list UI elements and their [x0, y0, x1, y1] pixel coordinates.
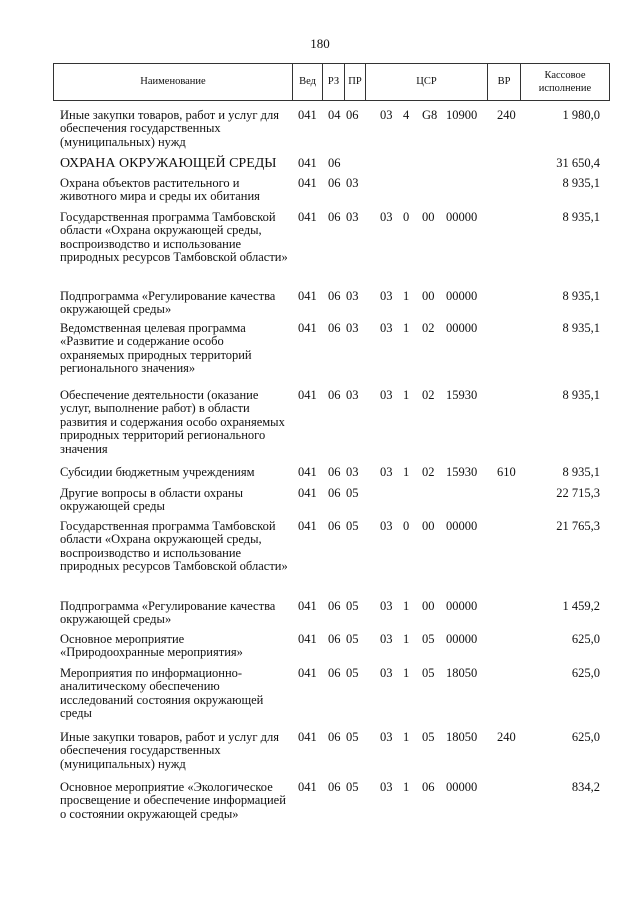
row-csr-subprogram: 1 — [403, 632, 410, 646]
row-pr: 05 — [346, 599, 359, 613]
row-csr-event: 05 — [422, 632, 435, 646]
row-rz: 06 — [328, 632, 341, 646]
row-csr-subprogram: 0 — [403, 519, 410, 533]
row-csr-event: 02 — [422, 321, 435, 335]
row-csr-program: 03 — [380, 599, 393, 613]
row-sum: 8 935,1 — [562, 465, 600, 479]
row-rz: 06 — [328, 156, 341, 170]
header-name: Наименование — [54, 64, 293, 100]
row-sum: 8 935,1 — [562, 289, 600, 303]
row-ved: 041 — [298, 321, 317, 335]
row-csr-direction: 00000 — [446, 780, 478, 794]
row-ved: 041 — [298, 465, 317, 479]
row-ved: 041 — [298, 486, 317, 500]
row-csr-subprogram: 1 — [403, 730, 410, 744]
row-csr-program: 03 — [380, 289, 393, 303]
row-ved: 041 — [298, 730, 317, 744]
row-name: Основное мероприятие «Природоохранные мероприятия» — [60, 632, 243, 660]
row-name: Государственная программа Тамбовской области «Охрана окружающей среды, воспроизводство и использование природных ресурсов Тамбовской области» — [60, 519, 288, 574]
row-csr-direction: 00000 — [446, 321, 478, 335]
row-name: Другие вопросы в области охраны окружающей среды — [60, 486, 244, 514]
row-ved: 041 — [298, 108, 317, 122]
row-rz: 06 — [328, 289, 341, 303]
row-vr: 610 — [497, 465, 516, 479]
row-pr: 06 — [346, 108, 359, 122]
header-pr: ПР — [345, 64, 366, 100]
row-csr-program: 03 — [380, 210, 393, 224]
row-rz: 06 — [328, 666, 341, 680]
row-csr-event: 02 — [422, 465, 435, 479]
row-csr-event: 00 — [422, 210, 435, 224]
row-rz: 04 — [328, 108, 341, 122]
row-csr-subprogram: 1 — [403, 289, 410, 303]
row-ved: 041 — [298, 388, 317, 402]
row-csr-subprogram: 1 — [403, 599, 410, 613]
row-sum: 31 650,4 — [556, 156, 600, 170]
row-vr: 240 — [497, 108, 516, 122]
row-csr-direction: 00000 — [446, 210, 478, 224]
row-pr: 05 — [346, 486, 359, 500]
row-ved: 041 — [298, 780, 317, 794]
row-csr-direction: 00000 — [446, 519, 478, 533]
row-csr-direction: 00000 — [446, 289, 478, 303]
row-sum: 1 980,0 — [562, 108, 600, 122]
row-csr-event: 06 — [422, 780, 435, 794]
row-pr: 03 — [346, 321, 359, 335]
table-header — [53, 63, 610, 101]
row-csr-program: 03 — [380, 108, 393, 122]
row-csr-event: G8 — [422, 108, 438, 122]
header-ved: Вед — [293, 64, 323, 100]
row-ved: 041 — [298, 210, 317, 224]
row-csr-subprogram: 4 — [403, 108, 410, 122]
header-rz: РЗ — [323, 64, 345, 100]
row-name: ОХРАНА ОКРУЖАЮЩЕЙ СРЕДЫ — [60, 156, 277, 171]
row-csr-subprogram: 1 — [403, 666, 410, 680]
row-name: Субсидии бюджетным учреждениям — [60, 465, 255, 479]
row-sum: 21 765,3 — [556, 519, 600, 533]
header-csr: ЦСР — [366, 64, 488, 100]
row-csr-event: 00 — [422, 599, 435, 613]
row-sum: 8 935,1 — [562, 210, 600, 224]
row-pr: 05 — [346, 780, 359, 794]
row-ved: 041 — [298, 289, 317, 303]
row-rz: 06 — [328, 465, 341, 479]
row-rz: 06 — [328, 388, 341, 402]
row-sum: 625,0 — [571, 666, 600, 680]
row-csr-event: 02 — [422, 388, 435, 402]
row-name: Обеспечение деятельности (оказание услуг, выполнение работ) в области развития и содержания особо охраняемых природных территорий регионального значения — [60, 388, 285, 456]
row-name: Государственная программа Тамбовской области «Охрана окружающей среды, воспроизводство и использование природных ресурсов Тамбовской области» — [60, 210, 288, 265]
header-vr: ВР — [488, 64, 521, 100]
row-pr: 05 — [346, 730, 359, 744]
row-csr-subprogram: 1 — [403, 465, 410, 479]
row-sum: 8 935,1 — [562, 388, 600, 402]
row-name: Ведомственная целевая программа «Развитие и содержание особо охраняемых природных территорий регионального значения» — [60, 321, 252, 376]
row-ved: 041 — [298, 519, 317, 533]
row-sum: 22 715,3 — [556, 486, 600, 500]
row-csr-program: 03 — [380, 666, 393, 680]
row-csr-program: 03 — [380, 780, 393, 794]
row-ved: 041 — [298, 666, 317, 680]
row-csr-direction: 00000 — [446, 632, 478, 646]
header-sum: Кассовое исполнение — [538, 69, 592, 94]
row-ved: 041 — [298, 599, 317, 613]
row-rz: 06 — [328, 210, 341, 224]
row-rz: 06 — [328, 321, 341, 335]
row-csr-program: 03 — [380, 465, 393, 479]
row-pr: 05 — [346, 632, 359, 646]
row-csr-subprogram: 1 — [403, 388, 410, 402]
row-csr-direction: 00000 — [446, 599, 478, 613]
row-sum: 8 935,1 — [562, 176, 600, 190]
row-name: Иные закупки товаров, работ и услуг для обеспечения государственных (муниципальных) нужд — [60, 730, 280, 771]
row-sum: 834,2 — [571, 780, 600, 794]
row-csr-program: 03 — [380, 388, 393, 402]
row-pr: 03 — [346, 210, 359, 224]
row-csr-event: 00 — [422, 519, 435, 533]
row-csr-subprogram: 1 — [403, 321, 410, 335]
row-csr-program: 03 — [380, 730, 393, 744]
row-name: Иные закупки товаров, работ и услуг для обеспечения государственных (муниципальных) нужд — [60, 108, 280, 149]
row-pr: 05 — [346, 666, 359, 680]
row-csr-subprogram: 0 — [403, 210, 410, 224]
row-sum: 1 459,2 — [562, 599, 600, 613]
row-name: Охрана объектов растительного и животного мира и среды их обитания — [60, 176, 260, 204]
row-csr-subprogram: 1 — [403, 780, 410, 794]
page-number: 180 — [310, 36, 330, 51]
row-pr: 03 — [346, 465, 359, 479]
row-csr-program: 03 — [380, 519, 393, 533]
row-name: Основное мероприятие «Экологическое просвещение и обеспечение информацией о состоянии окружающей среды» — [60, 780, 286, 821]
row-csr-direction: 18050 — [446, 666, 478, 680]
row-pr: 03 — [346, 176, 359, 190]
row-ved: 041 — [298, 156, 317, 170]
row-rz: 06 — [328, 176, 341, 190]
row-csr-direction: 15930 — [446, 388, 478, 402]
row-csr-direction: 18050 — [446, 730, 478, 744]
row-sum: 8 935,1 — [562, 321, 600, 335]
row-name: Подпрограмма «Регулирование качества окружающей среды» — [60, 289, 276, 317]
row-csr-event: 00 — [422, 289, 435, 303]
row-csr-program: 03 — [380, 632, 393, 646]
row-rz: 06 — [328, 486, 341, 500]
row-vr: 240 — [497, 730, 516, 744]
row-pr: 03 — [346, 388, 359, 402]
row-csr-direction: 15930 — [446, 465, 478, 479]
row-name: Мероприятия по информационно-аналитическому обеспечению исследований состояния окружающей среды — [60, 666, 264, 721]
row-ved: 041 — [298, 176, 317, 190]
row-rz: 06 — [328, 730, 341, 744]
row-rz: 06 — [328, 519, 341, 533]
row-csr-direction: 10900 — [446, 108, 478, 122]
row-sum: 625,0 — [571, 730, 600, 744]
row-rz: 06 — [328, 780, 341, 794]
row-pr: 03 — [346, 289, 359, 303]
row-csr-event: 05 — [422, 666, 435, 680]
row-rz: 06 — [328, 599, 341, 613]
row-ved: 041 — [298, 632, 317, 646]
row-sum: 625,0 — [571, 632, 600, 646]
row-pr: 05 — [346, 519, 359, 533]
row-csr-event: 05 — [422, 730, 435, 744]
row-name: Подпрограмма «Регулирование качества окружающей среды» — [60, 599, 276, 627]
row-csr-program: 03 — [380, 321, 393, 335]
